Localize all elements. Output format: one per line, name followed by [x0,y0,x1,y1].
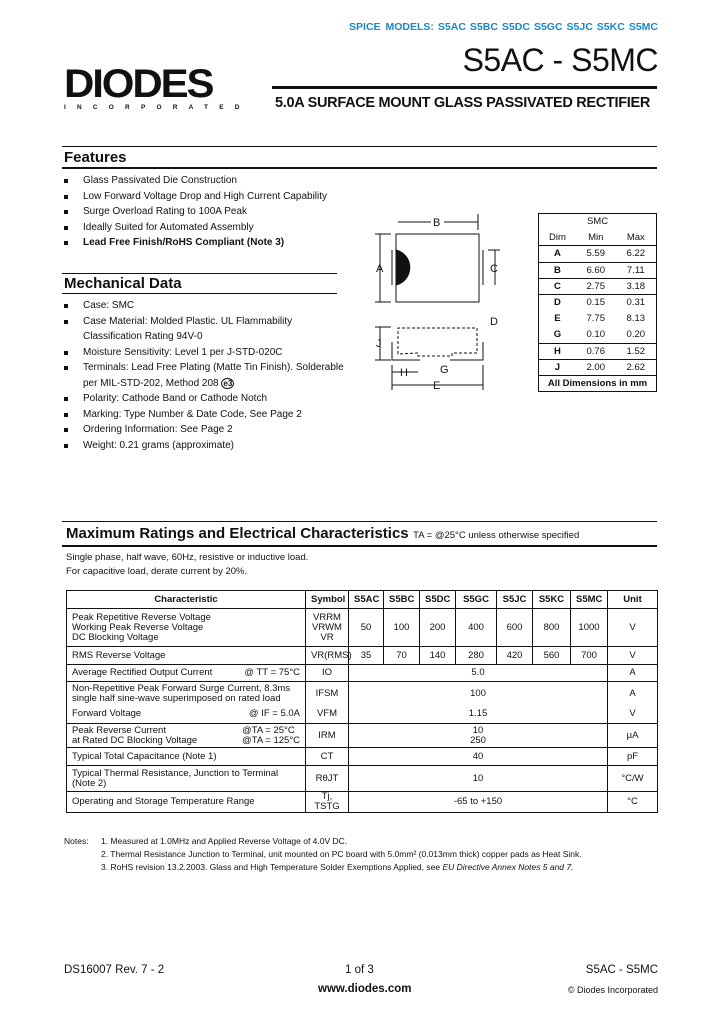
characteristic: Peak Reverse Current at Rated DC Blocking Voltage [72,724,198,746]
column-header: S5JC [497,591,533,609]
footer-part: S5AC - S5MC [585,964,658,976]
condition: @ TT = 75°C [244,667,300,678]
spice-link[interactable]: S5DC [501,21,530,33]
value-cell: -65 to +150 [349,792,608,813]
table-row: D 0.15 0.31 [539,294,657,310]
column-header: S5BC [384,591,420,609]
value-cell: 40 [349,748,608,766]
value-cell: 5.0 [349,665,608,682]
dim-label-h: H [400,367,408,379]
characteristic: Typical Total Capacitance (Note 1) [72,750,217,762]
value-cell: 400 [456,609,497,647]
e3-mark-icon: e3 [223,378,233,388]
list-item: Ideally Suited for Automated Assembly [62,220,352,236]
package-name: SMC [586,216,609,228]
value-cell: 100 [384,609,420,647]
divider [62,293,337,294]
logo-sub: INCORPORATED [64,104,251,111]
ratings-heading: Maximum Ratings and Electrical Characteristics [66,525,409,542]
table-row: A 5.59 6.22 [539,246,657,262]
characteristic: Operating and Storage Temperature Range [72,796,255,807]
table-row: C 2.75 3.18 [539,278,657,294]
ratings-line: Single phase, half wave, 60Hz, resistive or inductive load. [66,552,309,563]
symbol-cell: IO [306,665,349,682]
table-row: G 0.10 0.20 [553,329,646,341]
value-cell: 560 [533,647,571,665]
divider [272,86,657,89]
notes [64,835,582,874]
dimensions-table [538,213,657,392]
value-cell: 10 250 [349,724,608,748]
symbol-cell: RθJT [306,766,349,792]
symbol-cell: IFSM [306,682,349,706]
unit-cell: V [608,609,658,647]
value-cell: 200 [420,609,456,647]
value-cell: 100 [349,682,608,706]
unit-cell: A [608,682,658,706]
page-number: 1 of 3 [345,964,374,976]
note-item: 2. Thermal Resistance Junction to Terminal, unit mounted on PC board with 5.0mm² (0.013mm thick) copper pads as Heat Sink. [101,849,582,859]
unit-cell: pF [608,748,658,766]
value-cell: 10 [349,766,608,792]
value-cell: 1000 [571,609,608,647]
doc-number: DS16007 Rev. 7 - 2 [64,964,165,976]
characteristic-cell [67,706,306,724]
spice-link[interactable]: S5BC [469,21,498,33]
table-row: J 2.00 2.62 [539,359,657,375]
unit-cell: µA [608,724,658,748]
divider [62,273,337,274]
list-item: Glass Passivated Die Construction [62,173,352,189]
column-header: Max [626,232,645,244]
list-item: Terminals: Lead Free Plating (Matte Tin Finish). Solderable per MIL-STD-202, Method 208 e3 [62,360,352,391]
package-outline-diagram [360,210,510,400]
divider [62,146,657,147]
characteristic-cell [67,724,306,748]
table-row [67,792,658,813]
list-item: Moisture Sensitivity: Level 1 per J-STD-020C [62,345,352,361]
page-title: S5AC - S5MC [462,42,658,78]
table-row [67,609,658,647]
notes-label: Notes: [64,836,89,846]
spice-link[interactable]: S5MC [628,21,658,33]
table-row [67,647,658,665]
logo-word: DIODES [64,62,213,106]
table-row [67,682,658,706]
list-item: Marking: Type Number & Date Code, See Page 2 [62,407,352,423]
column-header: S5DC [420,591,456,609]
dim-label-a: A [376,263,384,275]
table-row: B 6.60 7.11 [539,262,657,278]
dim-label-b: B [433,217,441,229]
diodes-logo [64,62,251,111]
characteristic: Forward Voltage [72,708,142,720]
value-cell: 1.15 [349,706,608,724]
value-cell: 280 [456,647,497,665]
list-item: Low Forward Voltage Drop and High Current Capability [62,189,352,205]
symbol-cell: CT [306,748,349,766]
list-item: Ordering Information: See Page 2 [62,422,352,438]
ratings-notes [66,551,308,579]
unit-cell: V [608,706,658,724]
value-cell: 700 [571,647,608,665]
list-item: Case Material: Molded Plastic. UL Flammability Classification Rating 94V-0 [62,314,352,345]
unit-cell: °C/W [608,766,658,792]
characteristic: RMS Reverse Voltage [72,649,166,661]
table-row: E 7.75 8.13 [554,313,646,325]
value-cell: 70 [384,647,420,665]
list-item: Case: SMC [62,298,352,314]
dim-label-j: J [376,338,382,350]
divider [62,167,657,169]
subtitle: 5.0A SURFACE MOUNT GLASS PASSIVATED RECTIFIER [275,95,651,111]
characteristic-cell [67,792,306,813]
characteristic: Non-Repetitive Peak Forward Surge Current, 8.3ms single half sine-wave superimposed on rated load [72,682,291,704]
characteristic-cell [67,766,306,792]
symbol-cell: Tj, TSTG [306,792,349,813]
spice-link[interactable]: S5GC [533,21,563,33]
column-header: Min [588,232,604,244]
divider [62,545,657,547]
note-item: 3. RoHS revision 13.2.2003. Glass and High Temperature Solder Exemptions Applied, see EU Directive Annex Notes 5 and 7. [101,862,574,872]
characteristic-cell [67,748,306,766]
value-cell: 600 [497,609,533,647]
value-cell: 35 [349,647,384,665]
dim-label-g: G [440,364,449,376]
condition: @TA = 25°C @TA = 125°C [242,724,300,746]
table-row [67,766,658,792]
list-item: Lead Free Finish/RoHS Compliant (Note 3) [62,235,352,251]
features-heading: Features [64,149,127,166]
characteristic: Peak Repetitive Reverse Voltage Working Peak Reverse Voltage DC Blocking Voltage [72,611,211,643]
characteristic: Average Rectified Output Current [72,667,213,678]
column-header: S5KC [533,591,571,609]
copyright: © Diodes Incorporated [567,985,658,995]
symbol-cell: VR(RMS) [306,647,349,665]
symbol-cell: VRRM VRWM VR [306,609,349,647]
table-row [67,748,658,766]
unit-cell: A [608,665,658,682]
characteristic-cell [67,682,306,706]
table-row [67,724,658,748]
column-header: S5GC [456,591,497,609]
dimensions-footer: All Dimensions in mm [539,375,657,391]
characteristic-cell [67,665,306,682]
dim-label-d: D [490,316,498,328]
column-header: S5MC [571,591,608,609]
spice-label: SPICE MODELS: [349,21,434,33]
spice-link[interactable]: S5AC [437,21,466,33]
unit-cell: V [608,647,658,665]
column-header: Dim [548,232,566,244]
value-cell: 140 [420,647,456,665]
list-item: Surge Overload Rating to 100A Peak [62,204,352,220]
mechanical-heading: Mechanical Data [64,275,182,292]
ratings-condition: TA = @25°C unless otherwise specified [413,530,580,541]
symbol-cell: IRM [306,724,349,748]
value-cell: 50 [349,609,384,647]
ratings-table [66,590,658,813]
mechanical-list [62,298,352,453]
symbol-cell: VFM [306,706,349,724]
ratings-line: For capacitive load, derate current by 20%. [66,566,248,577]
column-header: Unit [608,591,658,609]
dim-label-c: C [490,263,498,275]
condition: @ IF = 5.0A [248,708,300,720]
column-header: Symbol [306,591,349,609]
website-link[interactable]: www.diodes.com [318,983,412,995]
characteristic: Typical Thermal Resistance, Junction to Terminal (Note 2) [72,767,279,789]
list-item: Weight: 0.21 grams (approximate) [62,438,352,454]
note-item: 1. Measured at 1.0MHz and Applied Reverse Voltage of 4.0V DC. [101,836,348,846]
divider [62,521,657,522]
value-cell: 420 [497,647,533,665]
characteristic-cell [67,647,306,665]
features-list [62,173,352,251]
value-cell: 800 [533,609,571,647]
unit-cell: °C [608,792,658,813]
table-row [67,665,658,682]
ratings-heading-row [66,525,579,543]
spice-models [345,21,658,33]
table-row: H 0.76 1.52 [539,343,657,359]
column-header: Characteristic [67,591,306,609]
list-item: Polarity: Cathode Band or Cathode Notch [62,391,352,407]
characteristic-cell [67,609,306,647]
column-header: S5AC [349,591,384,609]
table-row [67,706,658,724]
dim-label-e: E [433,380,441,392]
spice-link[interactable]: S5JC [566,21,593,33]
spice-link[interactable]: S5KC [596,21,625,33]
